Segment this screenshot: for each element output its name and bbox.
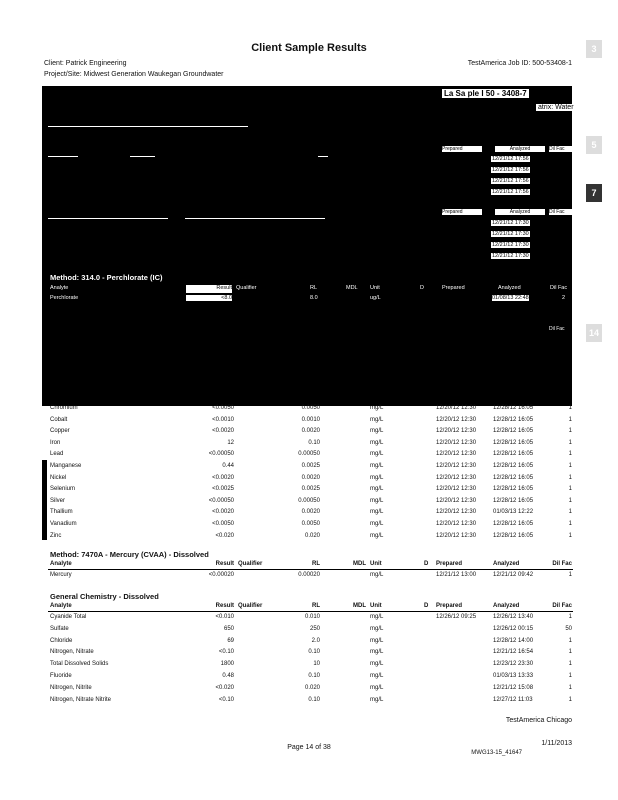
- metals-row-dil: 1: [568, 405, 572, 411]
- general-row-dil: 1: [568, 661, 572, 668]
- metals-row: [0, 486, 618, 496]
- metals-row-dil: 1: [568, 532, 572, 539]
- metals-row-prepared: 12/20/12 12:30: [436, 428, 477, 435]
- metals-row-rl: 0.0010: [301, 416, 320, 423]
- metals-row-dil: 1: [568, 463, 572, 469]
- metals-row: [0, 417, 618, 427]
- general-row-analyzed: 12/28/12 14:00: [493, 637, 534, 644]
- metals-row-analyte: Nickel: [50, 474, 67, 481]
- general-row-unit: mg/L: [370, 637, 384, 644]
- metals-row-analyte: Vanadium: [50, 521, 77, 527]
- col-unit: Unit: [370, 285, 380, 291]
- metals-row-result: <0.00050: [208, 451, 234, 458]
- general-row-rl: 0.10: [308, 649, 320, 656]
- metals-row: [0, 498, 618, 508]
- mercury-header-row: Analyte Result Qualifier RL MDL Unit D Prepared Analyzed Dil Fac: [50, 561, 572, 567]
- general-row-analyte: Fluoride: [50, 673, 72, 679]
- metals-row-analyzed: 01/03/13 12:22: [493, 509, 534, 516]
- metals-row-unit: mg/L: [370, 405, 384, 411]
- general-row-analyte: Cyanide Total: [50, 614, 87, 620]
- general-row-rl: 0.10: [308, 696, 320, 703]
- general-row-analyte: Chloride: [50, 637, 73, 644]
- lab-sample-header: La Sa ple I 50 - 3408-7: [444, 89, 527, 98]
- analyzed-header-b: Analyzed: [495, 209, 545, 215]
- general-row-rl: 2.0: [311, 637, 320, 644]
- metals-row-prepared: 12/20/12 12:30: [436, 451, 477, 458]
- general-row-unit: mg/L: [370, 614, 384, 620]
- metals-row-rl: 0.10: [308, 439, 320, 446]
- dil-header-b: Dil Fac: [549, 209, 573, 215]
- metals-row-rl: 0.0050: [301, 521, 320, 527]
- page-number: Page 14 of 38: [287, 744, 331, 751]
- side-tab-7: 7: [586, 184, 602, 202]
- general-row-unit: mg/L: [370, 625, 384, 632]
- metals-row: [0, 521, 618, 531]
- metals-row-analyzed: 12/28/12 16:05: [493, 521, 534, 527]
- general-row: [0, 638, 618, 648]
- metals-row-analyte: Selenium: [50, 486, 76, 493]
- general-row-analyte: Nitrogen, Nitrite: [50, 684, 92, 691]
- general-row-analyzed: 12/27/12 11:03: [493, 696, 533, 703]
- metals-row-rl: 0.020: [304, 532, 320, 539]
- general-row-result: 1800: [220, 661, 234, 668]
- metals-row-result: <0.0020: [212, 509, 234, 516]
- redacted-time: 12/21/12 17:56: [492, 156, 529, 162]
- perchlorate-rl: 8.0: [310, 295, 318, 301]
- metals-row-prepared: 12/20/12 12:30: [436, 521, 477, 527]
- metals-row-result: <0.0020: [212, 474, 234, 481]
- perchlorate-header-row: [48, 285, 573, 294]
- prepared-header-b: Prepared: [442, 209, 482, 215]
- metals-row-analyzed: 12/28/12 16:05: [493, 532, 534, 539]
- side-tab-14: 14: [586, 324, 602, 342]
- metals-row-analyzed: 12/28/12 16:05: [493, 474, 534, 481]
- perchlorate-analyzed: 01/08/13 22:48: [492, 295, 529, 301]
- general-row: [0, 626, 618, 636]
- metals-row-analyte: Zinc: [50, 532, 62, 539]
- general-row-analyzed: 12/23/12 23:30: [493, 661, 534, 668]
- metals-row-unit: mg/L: [370, 416, 384, 423]
- metals-row-rl: 0.00050: [298, 497, 320, 504]
- lab-name: TestAmerica Chicago: [505, 717, 572, 724]
- col-analyte: Analyte: [50, 285, 69, 291]
- mercury-method: Method: 7470A - Mercury (CVAA) - Dissolved: [50, 550, 209, 559]
- col-analyzed: Analyzed: [498, 285, 521, 291]
- metals-row-prepared: 12/20/12 12:30: [436, 416, 477, 423]
- metals-row-result: 0.44: [222, 463, 234, 469]
- general-row: [0, 673, 618, 683]
- metals-row-analyzed: 12/28/12 16:05: [493, 486, 534, 493]
- general-row-rl: 10: [313, 661, 320, 668]
- general-row-analyte: Sulfate: [50, 625, 69, 632]
- report-date: 1/11/2013: [541, 740, 572, 747]
- general-row-rl: 250: [309, 625, 320, 632]
- metals-row-dil: 1: [568, 439, 572, 446]
- general-row-analyte: Nitrogen, Nitrate Nitrite: [50, 696, 112, 703]
- general-row-dil: 1: [568, 614, 572, 620]
- metals-row-result: <0.0010: [212, 416, 234, 423]
- metals-row-dil: 1: [568, 474, 572, 481]
- metals-row-unit: mg/L: [370, 474, 384, 481]
- metals-row-prepared: 12/20/12 12:30: [436, 532, 477, 539]
- metals-row: [0, 440, 618, 450]
- metals-row-prepared: 12/20/12 12:30: [436, 439, 477, 446]
- redacted-time: 12/21/12 17:30: [492, 220, 529, 226]
- metals-row-analyte: Silver: [50, 497, 66, 504]
- col-mdl: MDL: [346, 285, 358, 291]
- general-row-analyzed: 12/26/12 13:40: [493, 614, 534, 620]
- redacted-time: 12/21/12 17:56: [492, 189, 529, 195]
- general-chem-method: General Chemistry - Dissolved: [50, 592, 159, 601]
- redacted-time: 12/21/12 17:56: [492, 167, 529, 173]
- doc-id: MWG13-15_41647: [471, 750, 522, 756]
- general-row-dil: 1: [568, 684, 572, 691]
- general-row-result: <0.010: [215, 614, 234, 620]
- col-qualifier: Qualifier: [236, 285, 257, 291]
- general-row-result: <0.10: [218, 649, 234, 656]
- metals-row-result: 12: [227, 439, 234, 446]
- metals-row-prepared: 12/20/12 12:30: [436, 463, 477, 469]
- metals-row-analyte: Copper: [50, 428, 70, 435]
- general-row-unit: mg/L: [370, 684, 384, 691]
- metals-row-dil: 1: [568, 497, 572, 504]
- general-row-result: <0.10: [218, 696, 234, 703]
- general-row-result: <0.020: [215, 684, 234, 691]
- general-row-result: 0.48: [222, 673, 234, 679]
- metals-row-dil: 1: [568, 521, 572, 527]
- metals-row-unit: mg/L: [370, 463, 384, 469]
- side-tab-5: 5: [586, 136, 602, 154]
- metals-row-result: <0.020: [215, 532, 234, 539]
- metals-row-unit: mg/L: [370, 509, 384, 516]
- general-row-rl: 0.10: [308, 673, 320, 679]
- metals-row-result: <0.0025: [212, 486, 234, 493]
- general-row-analyzed: 01/03/13 13:33: [493, 673, 534, 679]
- perchlorate-unit: ug/L: [370, 295, 381, 301]
- perchlorate-dil: 2: [562, 295, 566, 301]
- metals-row-analyzed: 12/28/12 16:05: [493, 428, 534, 435]
- general-row-dil: 1: [568, 637, 572, 644]
- metals-row-prepared: 12/20/12 12:30: [436, 486, 477, 493]
- metals-row-prepared: 12/20/12 12:30: [436, 509, 477, 516]
- metals-row-analyte: Chromium: [50, 405, 78, 411]
- dil-header-a: Dil Fac: [549, 146, 573, 152]
- metals-row-analyzed: 12/28/12 16:05: [493, 497, 534, 504]
- metals-row-unit: mg/L: [370, 451, 384, 458]
- metals-row-prepared: 12/20/12 12:30: [436, 497, 477, 504]
- metals-row-rl: 0.0050: [301, 405, 320, 411]
- metals-row-result: <0.00050: [208, 497, 234, 504]
- metals-row: [0, 428, 618, 438]
- metals-row-prepared: 12/20/12 12:30: [436, 405, 477, 411]
- metals-row-result: <0.0050: [212, 521, 234, 527]
- client-name: Client: Patrick Engineering: [44, 60, 127, 67]
- metals-row-unit: mg/L: [370, 428, 384, 435]
- metals-row-unit: mg/L: [370, 486, 384, 493]
- metals-row-dil: 1: [568, 416, 572, 423]
- general-row: [0, 661, 618, 671]
- prepared-header-a: Prepared: [442, 146, 482, 152]
- metals-row-unit: mg/L: [370, 532, 384, 539]
- general-row-analyte: Nitrogen, Nitrate: [50, 649, 94, 656]
- general-row-prepared: 12/26/12 09:25: [436, 614, 477, 620]
- general-row-dil: 1: [568, 673, 572, 679]
- analyzed-header-a: Analyzed: [495, 146, 545, 152]
- perchlorate-method: Method: 314.0 - Perchlorate (IC): [50, 273, 163, 282]
- metals-row: [0, 463, 618, 473]
- job-id: TestAmerica Job ID: 500-53408-1: [467, 60, 572, 67]
- col-rl: RL: [310, 285, 318, 291]
- general-row-unit: mg/L: [370, 696, 384, 703]
- general-row-unit: mg/L: [370, 661, 384, 668]
- general-row-dil: 1: [568, 696, 572, 703]
- metals-row-analyte: Thallium: [50, 509, 73, 516]
- metals-row-dil: 1: [568, 428, 572, 435]
- col-result: Result: [186, 285, 232, 293]
- metals-row-unit: mg/L: [370, 521, 384, 527]
- metals-row-rl: 0.0025: [301, 463, 320, 469]
- general-row: [0, 685, 618, 695]
- redacted-time: 12/21/12 17:30: [492, 242, 529, 248]
- general-row-dil: 1: [568, 649, 572, 656]
- general-row: [0, 649, 618, 659]
- redacted-time: 12/21/12 17:30: [492, 253, 529, 259]
- col-dil: Dil Fac: [550, 285, 568, 291]
- metals-row-analyte: Cobalt: [50, 416, 68, 423]
- perchlorate-analyte: Perchlorate: [50, 295, 79, 301]
- general-row-analyte: Total Dissolved Solids: [50, 661, 109, 668]
- project-site: Project/Site: Midwest Generation Waukegan Groundwater: [44, 71, 224, 78]
- metals-row-analyte: Lead: [50, 451, 64, 458]
- metals-row-dil: 1: [568, 451, 572, 458]
- page-title: Client Sample Results: [251, 42, 367, 54]
- metals-row-rl: 0.0020: [301, 509, 320, 516]
- metals-row-analyzed: 12/28/12 16:05: [493, 416, 534, 423]
- side-tab-3: 3: [586, 40, 602, 58]
- general-row-unit: mg/L: [370, 649, 384, 656]
- general-row: [0, 697, 618, 707]
- general-row-result: 650: [223, 625, 234, 632]
- metals-row-analyzed: 12/28/12 16:05: [493, 439, 534, 446]
- mercury-row: Mercury <0.00020 0.00020 mg/L 12/21/12 13:00 12/21/12 09:42 1: [50, 572, 572, 578]
- general-row-analyzed: 12/21/12 16:54: [493, 649, 534, 656]
- metals-row-rl: 0.0020: [301, 474, 320, 481]
- metals-row: [0, 475, 618, 485]
- metals-row-analyzed: 12/28/12 16:05: [493, 451, 534, 458]
- metals-row: [0, 509, 618, 519]
- metals-row-result: <0.0020: [212, 428, 234, 435]
- dil-header-c: Dil Fac: [549, 326, 565, 332]
- metals-row-prepared: 12/20/12 12:30: [436, 474, 477, 481]
- metals-row-analyte: Iron: [50, 439, 61, 446]
- general-row-analyzed: 12/26/12 00:15: [493, 625, 534, 632]
- metals-row-analyzed: 12/28/12 16:05: [493, 463, 534, 469]
- general-header-row: Analyte Result Qualifier RL MDL Unit D Prepared Analyzed Dil Fac: [50, 603, 572, 609]
- general-row-analyzed: 12/21/12 15:08: [493, 684, 534, 691]
- metals-row-analyzed: 12/28/12 16:05: [493, 405, 534, 411]
- metals-row-analyte: Manganese: [50, 463, 82, 469]
- metals-row: [0, 451, 618, 461]
- perchlorate-row: [48, 295, 573, 304]
- general-row-dil: 50: [565, 625, 572, 632]
- col-d: D: [420, 285, 424, 291]
- metals-row: [0, 533, 618, 543]
- metals-row-unit: mg/L: [370, 497, 384, 504]
- general-row: [0, 614, 618, 624]
- col-prepared: Prepared: [442, 285, 465, 291]
- metals-row: [0, 405, 618, 415]
- general-row-unit: mg/L: [370, 673, 384, 679]
- perchlorate-result: <8.0: [186, 295, 232, 301]
- metals-row-dil: 1: [568, 486, 572, 493]
- general-row-rl: 0.010: [304, 614, 320, 620]
- metals-row-rl: 0.0025: [301, 486, 320, 493]
- matrix-label: atrix: Water: [538, 104, 574, 111]
- scan-edge-mark: [42, 460, 47, 540]
- metals-row-unit: mg/L: [370, 439, 384, 446]
- redacted-time: 12/21/12 17:30: [492, 231, 529, 237]
- metals-row-dil: 1: [568, 509, 572, 516]
- metals-row-result: <0.0050: [212, 405, 234, 411]
- metals-row-rl: 0.00050: [298, 451, 320, 458]
- general-row-result: 69: [227, 637, 234, 644]
- metals-row-rl: 0.0020: [301, 428, 320, 435]
- general-row-rl: 0.020: [304, 684, 320, 691]
- redacted-time: 12/21/12 17:56: [492, 178, 529, 184]
